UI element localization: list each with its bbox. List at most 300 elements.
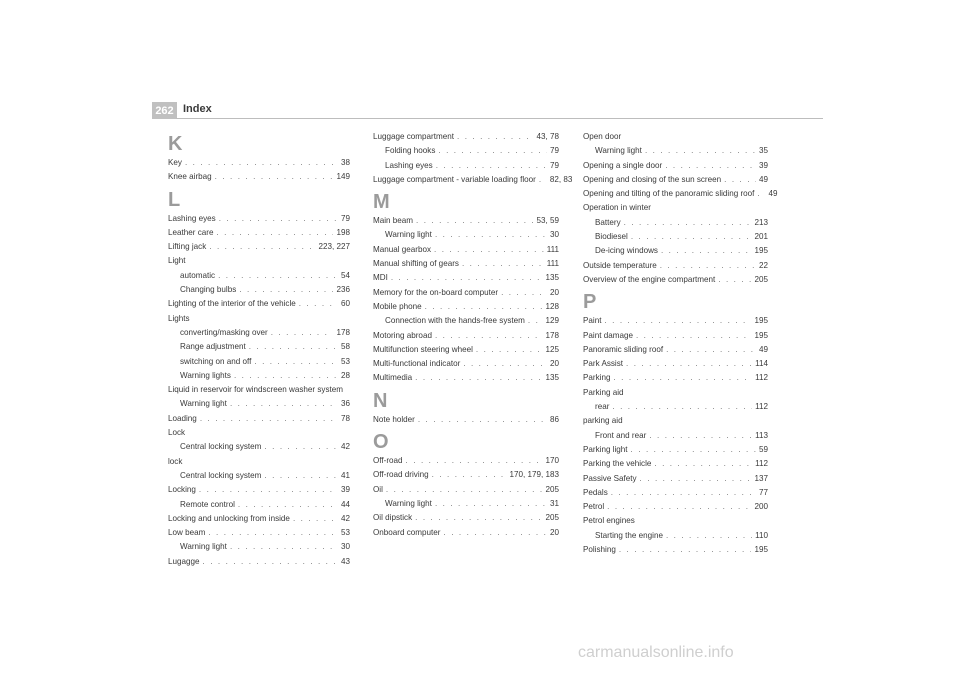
- entry-page-ref: 129: [545, 316, 559, 326]
- entry-term: Mobile phone: [373, 301, 422, 311]
- entry-term: Warning light: [595, 146, 642, 156]
- dot-leader: [299, 297, 338, 311]
- index-entry: [168, 412, 350, 426]
- dot-leader: [200, 412, 338, 426]
- entry-page-ref: 59: [758, 444, 768, 454]
- dot-leader: [264, 440, 338, 454]
- section-letter-heading: M: [373, 191, 390, 214]
- dot-leader: [386, 483, 543, 497]
- entry-term: Central locking system: [180, 442, 262, 452]
- index-entry: [583, 259, 768, 273]
- dot-leader: [264, 469, 338, 483]
- entry-page-ref: 205: [545, 484, 559, 494]
- entry-page-ref: 30: [549, 230, 559, 240]
- dot-leader: [418, 413, 547, 427]
- index-entry: [583, 371, 768, 385]
- index-entry: [583, 514, 768, 528]
- watermark: carmanualsonline.info: [578, 644, 734, 661]
- dot-leader: [463, 357, 547, 371]
- entry-term: Multi-functional indicator: [373, 359, 461, 369]
- entry-term: Park Assist: [583, 359, 624, 369]
- entry-term: Remote control: [180, 499, 235, 509]
- dot-leader: [218, 269, 338, 283]
- index-entry: [583, 273, 768, 287]
- dot-leader: [234, 369, 338, 383]
- dot-leader: [665, 159, 756, 173]
- entry-term: Knee airbag: [168, 172, 212, 182]
- entry-term: Outside temperature: [583, 260, 657, 270]
- entry-term: Opening and tilting of the panoramic sliding roof: [583, 189, 755, 199]
- index-entry: [168, 526, 350, 540]
- dot-leader: [757, 187, 765, 201]
- entry-term: Parking aid: [583, 387, 624, 397]
- index-entry: [583, 357, 768, 371]
- dot-leader: [436, 159, 547, 173]
- index-entry: [168, 455, 350, 469]
- page-title: Index: [183, 103, 212, 115]
- index-subentry: [583, 216, 768, 230]
- index-entry: [583, 173, 768, 187]
- entry-term: Leather care: [168, 227, 214, 237]
- index-subentry: [168, 340, 350, 354]
- index-entry: [583, 201, 768, 215]
- dot-leader: [238, 498, 338, 512]
- entry-term: Liquid in reservoir for windscreen washer system: [168, 385, 343, 395]
- index-entry: [168, 312, 350, 326]
- dot-leader: [185, 156, 338, 170]
- entry-page-ref: 53: [340, 528, 350, 538]
- entry-term: Lights: [168, 313, 190, 323]
- dot-leader: [425, 300, 543, 314]
- index-column-2: [373, 130, 573, 540]
- entry-term: Warning light: [385, 230, 432, 240]
- entry-term: Starting the engine: [595, 530, 663, 540]
- entry-page-ref: 38: [340, 158, 350, 167]
- entry-term: Light: [168, 256, 186, 266]
- dot-leader: [293, 512, 338, 526]
- dot-leader: [416, 214, 533, 228]
- entry-page-ref: 111: [546, 259, 559, 269]
- index-subentry: [168, 355, 350, 369]
- dot-leader: [457, 130, 533, 144]
- entry-page-ref: 135: [545, 273, 559, 283]
- entry-term: Warning light: [180, 399, 227, 409]
- entry-page-ref: 20: [549, 359, 559, 369]
- index-subentry: [168, 540, 350, 554]
- entry-term: Open door: [583, 132, 622, 141]
- index-subentry: [583, 244, 768, 258]
- index-entry: [583, 500, 768, 514]
- entry-term: Loading: [168, 413, 197, 423]
- dot-leader: [612, 400, 752, 414]
- entry-term: Oil dipstick: [373, 513, 413, 523]
- entry-page-ref: 58: [340, 342, 350, 352]
- index-entry: [168, 226, 350, 240]
- entry-page-ref: 137: [754, 473, 768, 483]
- entry-page-ref: 82, 83: [549, 174, 573, 184]
- dot-leader: [415, 371, 542, 385]
- entry-page-ref: 198: [336, 227, 350, 237]
- index-entry: [373, 329, 559, 343]
- entry-page-ref: 112: [755, 373, 768, 383]
- entry-page-ref: 178: [545, 330, 559, 340]
- entry-term: converting/masking over: [180, 327, 268, 337]
- entry-page-ref: 86: [549, 414, 559, 424]
- dot-leader: [199, 483, 338, 497]
- index-entry: [168, 483, 350, 497]
- entry-page-ref: 111: [546, 244, 559, 254]
- entry-term: Lighting of the interior of the vehicle: [168, 299, 296, 309]
- entry-page-ref: 236: [336, 285, 350, 295]
- index-subentry: [583, 529, 768, 543]
- dot-leader: [631, 443, 756, 457]
- entry-term: Overview of the engine compartment: [583, 274, 716, 284]
- index-entry: [168, 240, 350, 254]
- index-entry: [373, 371, 559, 385]
- entry-page-ref: 39: [758, 160, 768, 170]
- entry-term: Main beam: [373, 216, 414, 226]
- entry-page-ref: 30: [340, 542, 350, 552]
- dot-leader: [435, 497, 547, 511]
- entry-term: Parking: [583, 373, 611, 383]
- entry-term: switching on and off: [180, 356, 252, 366]
- entry-page-ref: 42: [340, 442, 350, 452]
- dot-leader: [724, 173, 756, 187]
- entry-page-ref: 20: [549, 287, 559, 297]
- dot-leader: [254, 355, 338, 369]
- index-column-3: [583, 130, 778, 557]
- entry-term: Lashing eyes: [385, 160, 433, 170]
- entry-term: Polishing: [583, 545, 616, 555]
- index-entry: [583, 314, 768, 328]
- entry-term: Pedals: [583, 487, 608, 497]
- dot-leader: [619, 543, 752, 557]
- entry-page-ref: 42: [340, 513, 350, 523]
- entry-term: rear: [595, 402, 610, 412]
- index-entry: [168, 383, 350, 397]
- entry-page-ref: 195: [754, 316, 768, 326]
- dot-leader: [645, 144, 756, 158]
- entry-page-ref: 195: [754, 545, 768, 555]
- entry-term: Motoring abroad: [373, 330, 432, 340]
- index-entry: [583, 343, 768, 357]
- index-entry: [168, 212, 350, 226]
- entry-term: Warning light: [385, 498, 432, 508]
- entry-page-ref: 114: [755, 359, 768, 369]
- entry-page-ref: 112: [755, 459, 768, 469]
- dot-leader: [654, 457, 752, 471]
- entry-term: automatic: [180, 270, 216, 280]
- entry-term: Memory for the on-board computer: [373, 287, 499, 297]
- entry-term: Off-road: [373, 456, 403, 466]
- entry-page-ref: 22: [758, 260, 768, 270]
- section-letter-heading: K: [168, 133, 183, 155]
- index-entry: [168, 170, 350, 184]
- index-subentry: [168, 283, 350, 297]
- entry-term: Multifunction steering wheel: [373, 344, 473, 354]
- index-subentry: [168, 440, 350, 454]
- entry-term: Panoramic sliding roof: [583, 344, 664, 354]
- entry-term: Opening and closing of the sun screen: [583, 174, 722, 184]
- section-letter-heading: P: [583, 291, 597, 314]
- index-subentry: [373, 144, 559, 158]
- entry-page-ref: 125: [545, 344, 559, 354]
- entry-page-ref: 31: [549, 498, 559, 508]
- index-column-1: [168, 130, 350, 569]
- index-subentry: [373, 314, 559, 328]
- index-entry: [373, 413, 559, 427]
- entry-page-ref: 110: [755, 530, 768, 540]
- index-subentry: [583, 400, 768, 414]
- entry-term: Multimedia: [373, 373, 413, 383]
- index-subentry: [168, 397, 350, 411]
- entry-page-ref: 128: [545, 301, 559, 311]
- entry-term: Paint damage: [583, 330, 633, 340]
- dot-leader: [230, 540, 338, 554]
- entry-term: Luggage compartment - variable loading floor: [373, 174, 536, 184]
- entry-page-ref: 49: [758, 174, 768, 184]
- entry-page-ref: 195: [754, 246, 768, 256]
- entry-term: Central locking system: [180, 470, 262, 480]
- dot-leader: [636, 329, 752, 343]
- dot-leader: [666, 529, 752, 543]
- entry-page-ref: 41: [340, 470, 350, 480]
- dot-leader: [239, 283, 333, 297]
- dot-leader: [215, 170, 334, 184]
- entry-page-ref: 112: [755, 402, 768, 412]
- entry-term: Lugagge: [168, 556, 200, 566]
- dot-leader: [613, 371, 752, 385]
- entry-term: Key: [168, 158, 182, 167]
- dot-leader: [435, 329, 543, 343]
- entry-term: Manual shifting of gears: [373, 259, 459, 269]
- entry-term: Locking: [168, 485, 196, 495]
- index-entry: [373, 173, 573, 187]
- index-entry: [373, 271, 559, 285]
- entry-page-ref: 79: [549, 160, 559, 170]
- index-entry: [583, 159, 768, 173]
- dot-leader: [435, 228, 547, 242]
- entry-term: Paint: [583, 316, 602, 326]
- dot-leader: [249, 340, 338, 354]
- entry-page-ref: 195: [754, 330, 768, 340]
- dot-leader: [624, 216, 752, 230]
- index-entry: [373, 130, 559, 144]
- dot-leader: [406, 454, 543, 468]
- index-entry: [373, 357, 559, 371]
- dot-leader: [607, 500, 751, 514]
- index-entry: [373, 468, 559, 482]
- entry-term: Manual gearbox: [373, 244, 432, 254]
- index-entry: [583, 486, 768, 500]
- entry-page-ref: 44: [340, 499, 350, 509]
- entry-page-ref: 78: [340, 413, 350, 423]
- entry-term: Opening a single door: [583, 160, 663, 170]
- entry-term: Front and rear: [595, 430, 647, 440]
- dot-leader: [501, 286, 547, 300]
- dot-leader: [661, 244, 752, 258]
- entry-term: MDI: [373, 273, 388, 283]
- index-entry: [373, 286, 559, 300]
- entry-term: Biodiesel: [595, 232, 628, 242]
- index-subentry: [583, 230, 768, 244]
- entry-term: Passive Safety: [583, 473, 637, 483]
- entry-page-ref: 49: [768, 189, 778, 199]
- entry-page-ref: 28: [340, 370, 350, 380]
- entry-term: Luggage compartment: [373, 132, 454, 141]
- index-entry: [373, 257, 559, 271]
- dot-leader: [415, 511, 542, 525]
- entry-term: Petrol: [583, 502, 605, 512]
- index-subentry: [168, 326, 350, 340]
- index-entry: [168, 426, 350, 440]
- dot-leader: [631, 230, 752, 244]
- entry-term: Petrol engines: [583, 516, 635, 526]
- dot-leader: [528, 314, 543, 328]
- entry-page-ref: 135: [545, 373, 559, 383]
- entry-term: lock: [168, 456, 183, 466]
- index-subentry: [168, 498, 350, 512]
- entry-term: Connection with the hands-free system: [385, 316, 525, 326]
- dot-leader: [626, 357, 752, 371]
- entry-term: Note holder: [373, 414, 415, 424]
- entry-page-ref: 43: [340, 556, 350, 566]
- dot-leader: [271, 326, 334, 340]
- entry-term: Changing bulbs: [180, 285, 237, 295]
- entry-term: Oil: [373, 484, 383, 494]
- entry-term: Off-road driving: [373, 470, 429, 480]
- entry-page-ref: 53, 59: [536, 216, 559, 226]
- index-entry: [583, 386, 768, 400]
- entry-page-ref: 43, 78: [536, 132, 559, 141]
- index-entry: [168, 254, 350, 268]
- entry-page-ref: 213: [754, 217, 768, 227]
- index-entry: [583, 329, 768, 343]
- entry-term: Parking the vehicle: [583, 459, 652, 469]
- section-letter-heading: L: [168, 188, 181, 211]
- index-subentry: [583, 429, 768, 443]
- dot-leader: [666, 343, 756, 357]
- entry-page-ref: 205: [545, 513, 559, 523]
- entry-term: De-icing windows: [595, 246, 658, 256]
- entry-term: Onboard computer: [373, 527, 441, 537]
- dot-leader: [649, 429, 752, 443]
- entry-term: Folding hooks: [385, 146, 436, 156]
- index-subentry: [583, 144, 768, 158]
- dot-leader: [203, 555, 338, 569]
- index-entry: [168, 297, 350, 311]
- index-entry: [583, 457, 768, 471]
- entry-term: Range adjustment: [180, 342, 246, 352]
- dot-leader: [462, 257, 544, 271]
- index-entry: [583, 187, 778, 201]
- index-entry: [168, 156, 350, 170]
- entry-term: Warning light: [180, 542, 227, 552]
- dot-leader: [432, 468, 507, 482]
- index-entry: [168, 555, 350, 569]
- entry-term: Operation in winter: [583, 203, 651, 213]
- dot-leader: [718, 273, 751, 287]
- entry-term: Warning lights: [180, 370, 231, 380]
- index-entry: [583, 443, 768, 457]
- dot-leader: [216, 226, 333, 240]
- entry-page-ref: 178: [336, 327, 350, 337]
- index-entry: [583, 543, 768, 557]
- entry-page-ref: 223, 227: [318, 242, 350, 252]
- entry-term: parking aid: [583, 416, 623, 426]
- index-entry: [373, 343, 559, 357]
- dot-leader: [434, 243, 544, 257]
- index-subentry: [168, 269, 350, 283]
- index-subentry: [168, 469, 350, 483]
- dot-leader: [660, 259, 756, 273]
- entry-page-ref: 53: [340, 356, 350, 366]
- section-letter-heading: N: [373, 389, 388, 412]
- entry-page-ref: 113: [755, 430, 768, 440]
- entry-term: Low beam: [168, 528, 206, 538]
- dot-leader: [230, 397, 338, 411]
- index-entry: [583, 414, 768, 428]
- page-number-badge: 262: [152, 102, 177, 119]
- index-entry: [168, 512, 350, 526]
- entry-page-ref: 49: [758, 344, 768, 354]
- index-entry: [583, 130, 768, 144]
- dot-leader: [219, 212, 338, 226]
- dot-leader: [476, 343, 543, 357]
- entry-page-ref: 205: [754, 274, 768, 284]
- entry-term: Locking and unlocking from inside: [168, 513, 290, 523]
- entry-page-ref: 35: [758, 146, 768, 156]
- header-divider: [176, 118, 823, 119]
- entry-page-ref: 77: [758, 487, 768, 497]
- entry-term: Battery: [595, 217, 621, 227]
- entry-page-ref: 201: [754, 232, 768, 242]
- index-entry: [373, 483, 559, 497]
- entry-page-ref: 170: [545, 456, 559, 466]
- dot-leader: [438, 144, 547, 158]
- entry-page-ref: 20: [549, 527, 559, 537]
- entry-page-ref: 60: [340, 299, 350, 309]
- index-subentry: [373, 497, 559, 511]
- entry-page-ref: 149: [336, 172, 350, 182]
- index-entry: [583, 472, 768, 486]
- index-subentry: [373, 159, 559, 173]
- index-entry: [373, 526, 559, 540]
- entry-page-ref: 54: [340, 270, 350, 280]
- entry-page-ref: 36: [340, 399, 350, 409]
- entry-page-ref: 79: [549, 146, 559, 156]
- dot-leader: [444, 526, 547, 540]
- dot-leader: [539, 173, 547, 187]
- index-entry: [373, 214, 559, 228]
- section-letter-heading: O: [373, 431, 389, 454]
- entry-term: Lock: [168, 428, 186, 438]
- entry-term: Lashing eyes: [168, 213, 216, 223]
- entry-term: Parking light: [583, 444, 628, 454]
- index-entry: [373, 300, 559, 314]
- dot-leader: [640, 472, 752, 486]
- index-entry: [373, 511, 559, 525]
- entry-page-ref: 79: [340, 213, 350, 223]
- index-entry: [373, 243, 559, 257]
- dot-leader: [604, 314, 751, 328]
- dot-leader: [391, 271, 543, 285]
- index-entry: [373, 454, 559, 468]
- entry-page-ref: 200: [754, 502, 768, 512]
- dot-leader: [208, 526, 338, 540]
- entry-term: Lifting jack: [168, 242, 207, 252]
- dot-leader: [611, 486, 756, 500]
